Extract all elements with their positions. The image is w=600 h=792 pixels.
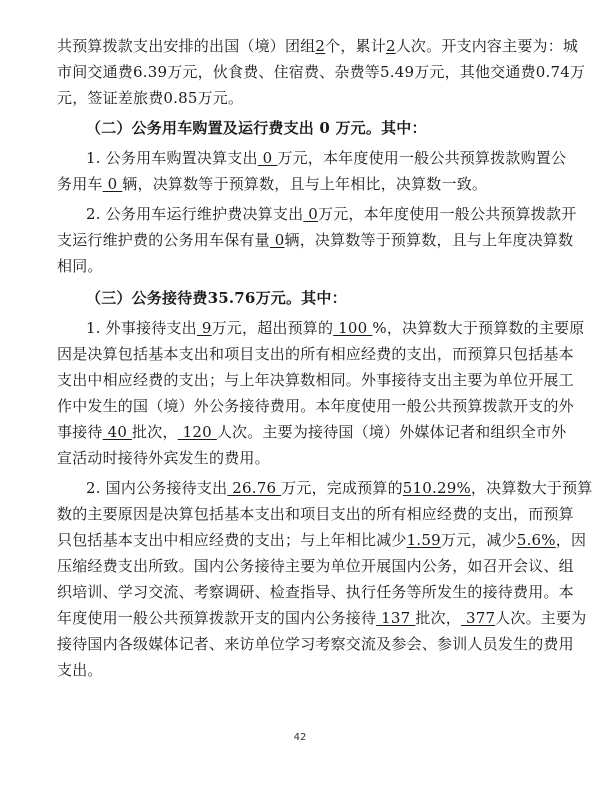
text-run: 共预算拨款支出安排的出国（境）团组 (57, 37, 316, 55)
text-run: 支出中相应经费的支出；与上年决算数相同。外事接待支出主要为单位开展工 (57, 371, 574, 389)
text-line (57, 370, 574, 390)
text-run: 数的主要原因是决算包括基本支出和项目支出的所有相应经费的支出，而预算 (57, 505, 574, 523)
underlined-value: 40 (102, 423, 133, 441)
text-line (57, 422, 566, 442)
underlined-value: 377 (460, 609, 496, 627)
text-run: 批次， (415, 609, 461, 627)
text-run: 年度使用一般公共预算拨款开支的国内公务接待 (57, 609, 377, 627)
text-line (57, 230, 573, 250)
text-line (57, 62, 585, 82)
text-line (57, 396, 574, 416)
underlined-value: 0 (303, 205, 318, 223)
underlined-value: 26.76 (227, 479, 282, 497)
text-line (57, 660, 103, 680)
text-line (57, 344, 574, 364)
underlined-value: 2 (315, 37, 326, 55)
underlined-value: 100 (333, 319, 373, 337)
text-line (86, 204, 576, 224)
text-run: 万元，减少 (440, 531, 517, 549)
text-run: 因是决算包括基本支出和项目支出的所有相应经费的支出，而预算只包括基本 (57, 345, 574, 363)
text-run: 批次， (132, 423, 178, 441)
text-run: 宣活动时接待外宾发生的费用。 (57, 449, 270, 467)
text-run: 万元，本年度使用一般公共预算拨款开 (318, 205, 577, 223)
text-run: 人次。主要为接待国（境）外媒体记者和组织全市外 (216, 423, 567, 441)
text-run: 支出。 (57, 661, 103, 679)
text-line (57, 36, 578, 56)
text-run: 辆，决算数等于预算数，且与上年相比，决算数一致。 (122, 175, 488, 193)
text-line (57, 88, 243, 108)
underlined-value: 1.59 (406, 531, 441, 549)
text-line (86, 318, 584, 338)
text-line (57, 634, 574, 654)
text-run: 接待国内各级媒体记者、来访单位学习考察交流及参会、参训人员发生的费用 (57, 635, 574, 653)
text-run: 务用车 (57, 175, 103, 193)
text-line (86, 478, 593, 498)
text-line (57, 556, 574, 576)
text-run: ，因 (555, 531, 587, 549)
text-line (57, 582, 574, 602)
text-run: 2. 公务用车运行维护费决算支出 (86, 205, 304, 223)
text-line (57, 448, 270, 468)
text-run: 压缩经费支出所致。国内公务接待主要为单位开展国内公务，如召开会议、组 (57, 557, 574, 575)
text-run: 织培训、学习交流、考察调研、检查指导、执行任务等所发生的接待费用。本 (57, 583, 574, 601)
underlined-value: 2 (385, 37, 396, 55)
text-run: 支运行维护费的公务用车保有量 (57, 231, 270, 249)
text-line (86, 148, 566, 168)
text-run: ，决算数大于预算 (470, 479, 593, 497)
text-run: 元，签证差旅费0.85万元。 (57, 89, 244, 107)
underlined-value: 137 (376, 609, 416, 627)
text-run: 个，累计 (325, 37, 386, 55)
text-run: 市间交通费6.39万元，伙食费、住宿费、杂费等5.49万元，其他交通费0.74万 (57, 63, 586, 81)
text-line (57, 504, 574, 524)
underlined-value: 0 (269, 231, 285, 249)
section-heading (86, 288, 347, 308)
text-run: 相同。 (57, 257, 103, 275)
text-run: 辆，决算数等于预算数，且与上年度决算数 (284, 231, 574, 249)
text-line (57, 174, 487, 194)
text-run: 1. 外事接待支出 (86, 319, 197, 337)
text-line (57, 608, 586, 628)
page-number: 42 (293, 732, 307, 743)
text-run: 2. 国内公务接待支出 (86, 479, 228, 497)
text-run: 人次。主要为 (495, 609, 587, 627)
text-run: 1. 公务用车购置决算支出 (86, 149, 258, 167)
underlined-value: 0 (102, 175, 123, 193)
underlined-value: 510.29% (402, 479, 471, 497)
text-run: 万元，本年度使用一般公共预算拨款购置公 (277, 149, 567, 167)
section-heading (86, 118, 427, 138)
text-run: 只包括基本支出中相应经费的支出；与上年相比减少 (57, 531, 407, 549)
text-run: %，决算数大于预算数的主要原 (372, 319, 585, 337)
text-line (57, 256, 103, 276)
underlined-value: 0 (257, 149, 278, 167)
text-run: （三）公务接待费35.76万元。其中： (86, 289, 347, 307)
text-line (57, 530, 586, 550)
text-run: 事接待 (57, 423, 103, 441)
underlined-value: 120 (177, 423, 217, 441)
text-run: 万元，超出预算的 (211, 319, 334, 337)
underlined-value: 9 (196, 319, 212, 337)
text-run: 人次。开支内容主要为：城 (395, 37, 579, 55)
text-run: 万元，完成预算的 (281, 479, 403, 497)
text-run: （二）公务用车购置及运行费支出 0 万元。其中： (86, 119, 427, 137)
underlined-value: 5.6% (516, 531, 556, 549)
text-run: 作中发生的国（境）外公务接待费用。本年度使用一般公共预算拨款开支的外 (57, 397, 574, 415)
